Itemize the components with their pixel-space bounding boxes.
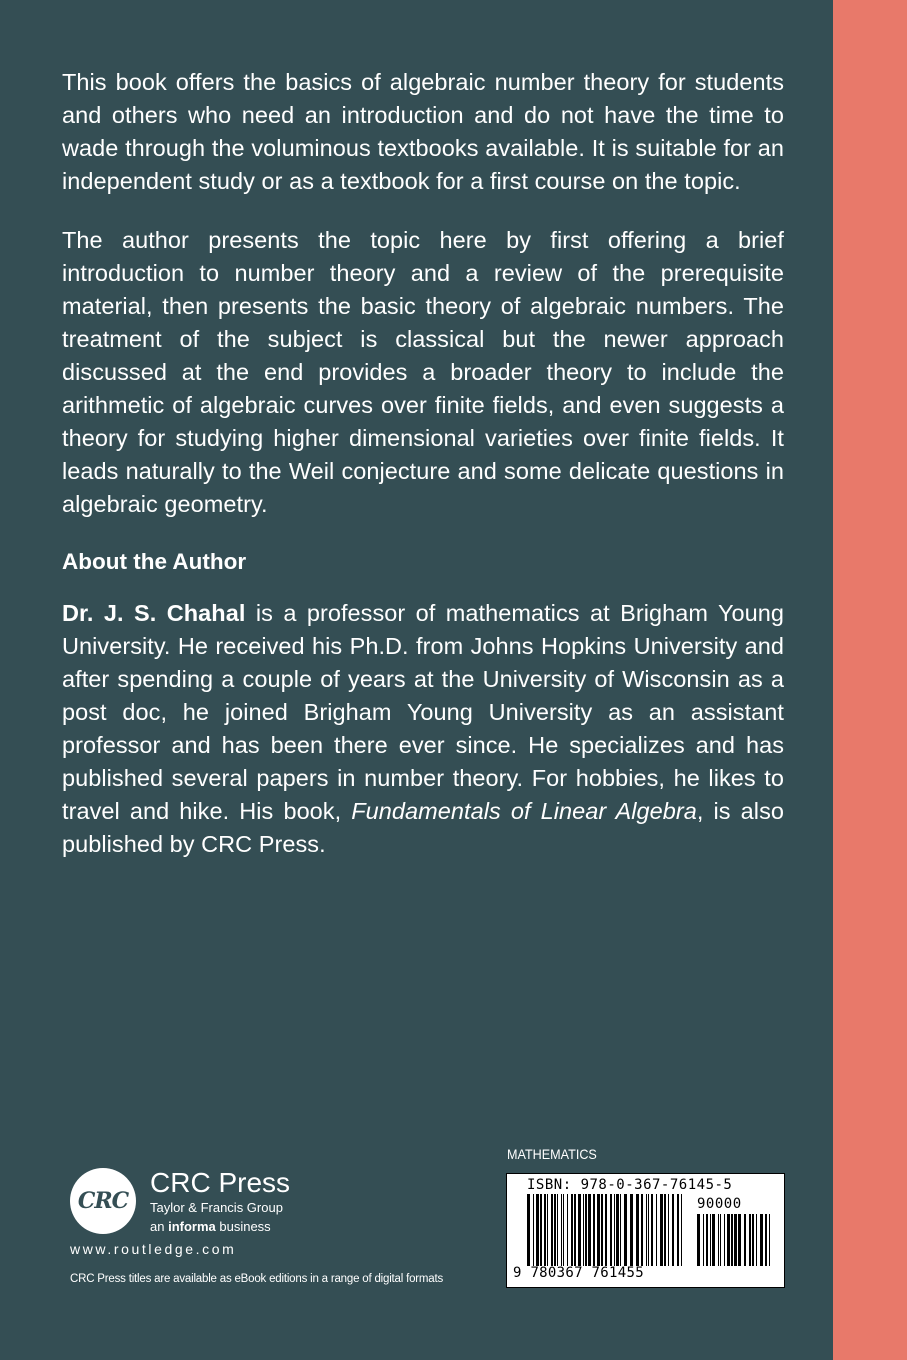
- barcode-bar: [624, 1194, 627, 1266]
- publisher-url: www.routledge.com: [70, 1241, 237, 1257]
- barcode-bar: [765, 1214, 767, 1266]
- business-prefix: an: [150, 1219, 169, 1234]
- barcode-bar: [636, 1194, 639, 1266]
- barcode-bar: [646, 1194, 647, 1266]
- barcode-bar: [551, 1194, 553, 1266]
- barcode-bar: [731, 1214, 733, 1266]
- barcode-bar: [712, 1214, 715, 1266]
- author-bio-text-1: is a professor of mathematics at Brigham Young University. He received his Ph.D. from Johns Hopkins University and after spending a couple of years at the University of Wisconsin as a post doc, he joined Brigham Young University as an assistant professor and has been there ever since. He specializes and has published several papers in number theory. For hobbies, he likes to travel and hike. His book,: [62, 600, 784, 824]
- barcode-bar: [752, 1214, 754, 1266]
- barcode-bar: [760, 1214, 763, 1266]
- barcode-bar: [544, 1194, 546, 1266]
- barcode-bars: [527, 1194, 687, 1266]
- category-label: MATHEMATICS: [507, 1146, 597, 1162]
- back-cover-text: [62, 66, 784, 887]
- description-paragraph-1: This book offers the basics of algebraic number theory for students and others who need an introduction and do not have the time to wade through the voluminous textbooks available. It is suitable for an independent study or as a textbook for a first course on the topic.: [62, 69, 784, 194]
- barcode-bar: [718, 1214, 719, 1266]
- barcode-bar: [540, 1194, 542, 1266]
- spine-stripe: [833, 0, 907, 1360]
- barcode-bar: [605, 1194, 607, 1266]
- barcode-bar: [769, 1214, 770, 1266]
- barcode-bar: [616, 1194, 619, 1266]
- barcode-bar: [756, 1214, 757, 1266]
- author-bio-text-2: , is also published by CRC Press.: [62, 798, 784, 857]
- crc-logo-text: CRC: [77, 1188, 129, 1214]
- barcode-bar: [597, 1194, 600, 1266]
- barcode-bar: [588, 1194, 591, 1266]
- barcode-bar: [641, 1194, 643, 1266]
- barcode-bar: [660, 1194, 663, 1266]
- barcode-bar: [648, 1194, 649, 1266]
- publisher-group: Taylor & Francis Group: [150, 1200, 283, 1215]
- barcode-bar: [571, 1194, 573, 1266]
- barcode-bar: [681, 1194, 682, 1266]
- barcode-bar: [738, 1214, 741, 1266]
- barcode-bar: [677, 1194, 679, 1266]
- publisher-name: CRC Press: [150, 1167, 291, 1198]
- business-suffix: business: [215, 1219, 271, 1234]
- barcode-bar: [749, 1214, 751, 1266]
- barcode-bar: [536, 1194, 539, 1266]
- description-paragraph-2: The author presents the topic here by first offering a brief introduction to number theory and a review of the prerequisite material, then presents the basic theory of algebraic numbers. The treatment of the subject is classical but the newer approach discussed at the end provides a broader theory to include the arithmetic of algebraic curves over finite fields, and even suggests a theory for studying higher dimensional varieties over finite fields. It leads naturally to the Weil conjecture and some delicate questions in algebraic geometry.: [62, 227, 784, 517]
- barcode-bar: [703, 1214, 704, 1266]
- barcode-bar: [614, 1194, 615, 1266]
- barcode-bar: [547, 1194, 548, 1266]
- barcode-bar: [664, 1194, 666, 1266]
- barcode-bar: [710, 1214, 711, 1266]
- business-name: informa: [168, 1219, 216, 1234]
- barcode-bar: [578, 1194, 581, 1266]
- barcode-bar: [557, 1194, 558, 1266]
- barcode-bar: [620, 1194, 621, 1266]
- isbn-barcode: [506, 1173, 785, 1288]
- author-name: Dr. J. S. Chahal: [62, 600, 246, 626]
- ebook-note: CRC Press titles are available as eBook editions in a range of digital formats: [70, 1273, 444, 1285]
- barcode-bar: [724, 1214, 725, 1266]
- author-bio: [62, 597, 784, 861]
- barcode-bar: [672, 1194, 674, 1266]
- barcode-bar: [554, 1194, 556, 1266]
- price-barcode-bars: [697, 1214, 773, 1266]
- barcode-bar: [561, 1194, 562, 1266]
- barcode-bar: [734, 1214, 737, 1266]
- barcode-bar: [567, 1194, 568, 1266]
- barcode-bar: [527, 1194, 530, 1266]
- barcode-digits: 9 780367 761455: [513, 1265, 644, 1281]
- barcode-bar: [583, 1194, 584, 1266]
- barcode-bar: [585, 1194, 587, 1266]
- isbn-label: ISBN: 978-0-367-76145-5: [527, 1177, 733, 1193]
- price-code: 90000: [697, 1196, 742, 1212]
- barcode-bar: [744, 1214, 746, 1266]
- barcode-bar: [593, 1194, 595, 1266]
- barcode-bar: [574, 1194, 576, 1266]
- crc-logo: [70, 1168, 136, 1234]
- barcode-bar: [668, 1194, 669, 1266]
- barcode-bar: [706, 1214, 708, 1266]
- barcode-bar: [533, 1194, 534, 1266]
- barcode-bar: [610, 1194, 612, 1266]
- publisher-business: [150, 1219, 271, 1235]
- barcode-bar: [697, 1214, 700, 1266]
- book-title: Fundamentals of Linear Algebra: [351, 798, 697, 824]
- barcode-bar: [630, 1194, 633, 1266]
- barcode-bar: [651, 1194, 653, 1266]
- barcode-bar: [563, 1194, 564, 1266]
- barcode-bar: [656, 1194, 657, 1266]
- barcode-bar: [601, 1194, 603, 1266]
- barcode-bar: [720, 1214, 721, 1266]
- about-author-heading: About the Author: [62, 549, 247, 574]
- barcode-bar: [727, 1214, 730, 1266]
